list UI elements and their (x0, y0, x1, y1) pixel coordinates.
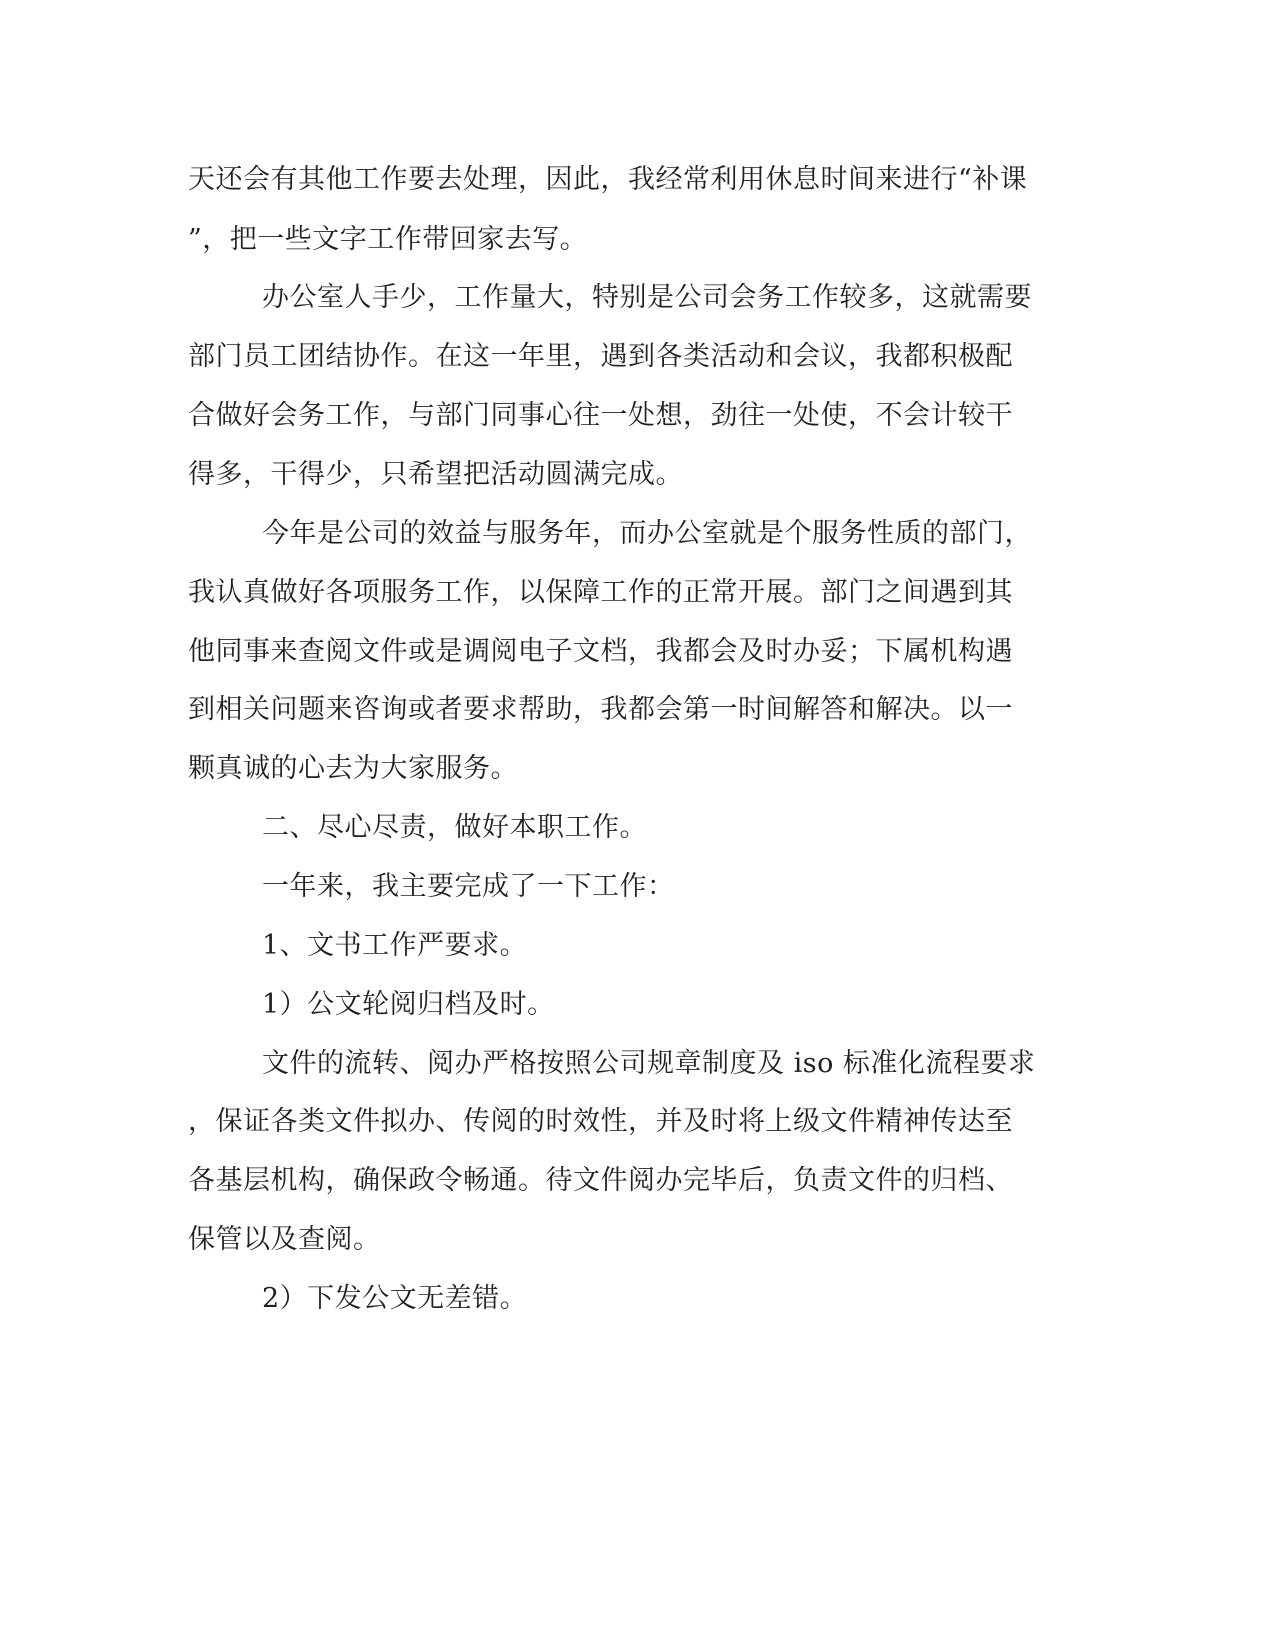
section-heading: 二、尽心尽责，做好本职工作。 (262, 812, 647, 843)
list-heading: 1、文书工作严要求。 (262, 930, 528, 961)
text-line: 他同事来查阅文件或是调阅电子文档，我都会及时办妥；下属机构遇 (188, 636, 1013, 667)
text-line: 合做好会务工作，与部门同事心往一处想，劲往一处使，不会计较干 (188, 400, 1013, 431)
paragraph-start: 文件的流转、阅办严格按照公司规章制度及 iso 标准化流程要求 (262, 1048, 1036, 1079)
text-line: 得多，干得少，只希望把活动圆满完成。 (188, 459, 683, 490)
text-line: ，保证各类文件拟办、传阅的时效性，并及时将上级文件精神传达至 (188, 1106, 1013, 1137)
text-line: 到相关问题来咨询或者要求帮助，我都会第一时间解答和解决。以一 (188, 694, 1013, 725)
paragraph-start: 今年是公司的效益与服务年，而办公室就是个服务性质的部门， (262, 518, 1032, 549)
paragraph-start: 办公室人手少，工作量大，特别是公司会务工作较多，这就需要 (262, 282, 1032, 313)
text-line: 保管以及查阅。 (188, 1224, 381, 1255)
text-line: 各基层机构，确保政令畅通。待文件阅办完毕后，负责文件的归档、 (188, 1165, 1013, 1196)
list-subheading: 1）公文轮阅归档及时。 (262, 989, 555, 1020)
text-line: 天还会有其他工作要去处理，因此，我经常利用休息时间来进行“补课 (188, 164, 1028, 195)
text-line: 我认真做好各项服务工作，以保障工作的正常开展。部门之间遇到其 (188, 577, 1013, 608)
text-line: ”，把一些文字工作带回家去写。 (188, 224, 588, 255)
text-line: 颗真诚的心去为大家服务。 (188, 753, 518, 784)
paragraph-start: 一年来，我主要完成了一下工作： (262, 871, 675, 902)
text-line: 部门员工团结协作。在这一年里，遇到各类活动和会议，我都积极配 (188, 341, 1013, 372)
list-subheading: 2）下发公文无差错。 (262, 1283, 528, 1314)
